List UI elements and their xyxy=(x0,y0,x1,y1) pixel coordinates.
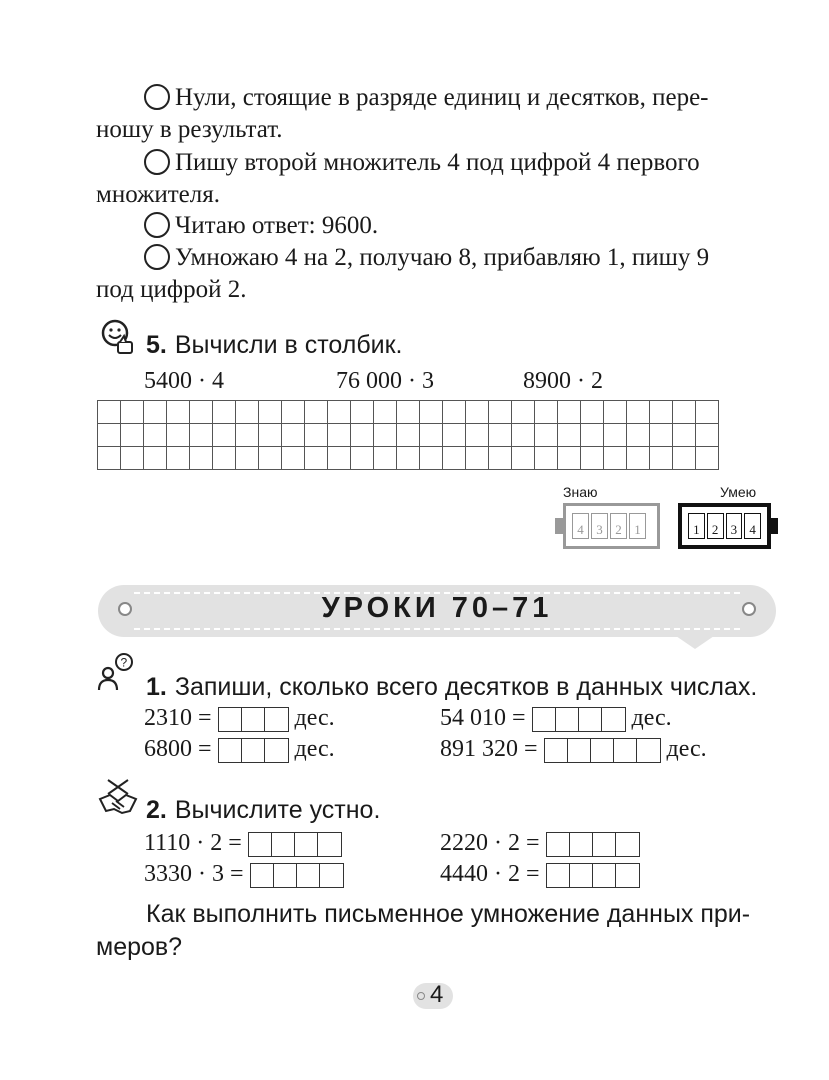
page-number: 4 xyxy=(430,981,444,1008)
grid-cell[interactable] xyxy=(121,424,144,447)
grid-cell[interactable] xyxy=(397,401,420,424)
grid-cell[interactable] xyxy=(604,401,627,424)
grid-cell[interactable] xyxy=(650,401,673,424)
task-1-row: 54 010 = дес. xyxy=(440,705,672,731)
grid-cell[interactable] xyxy=(374,401,397,424)
grid-cell[interactable] xyxy=(305,401,328,424)
know-battery-cap xyxy=(555,518,563,534)
grid-cell[interactable] xyxy=(512,401,535,424)
grid-cell[interactable] xyxy=(167,401,190,424)
task-2-row: 4440 · 2 = xyxy=(440,861,640,888)
grid-cell[interactable] xyxy=(673,401,696,424)
grid-cell[interactable] xyxy=(190,424,213,447)
battery-segment: 2 xyxy=(707,513,724,539)
answer-cells[interactable] xyxy=(532,707,626,732)
task-1-row: 2310 = дес. xyxy=(144,705,335,731)
grid-cell[interactable] xyxy=(650,447,673,470)
smile-thumbs-icon xyxy=(98,318,138,358)
can-label: Умею xyxy=(720,484,757,500)
grid-cell[interactable] xyxy=(328,424,351,447)
task-2-row: 2220 · 2 = xyxy=(440,830,640,857)
grid-cell[interactable] xyxy=(282,447,305,470)
step-1: Нули, стоящие в разряде единиц и десятков, пере- ношу в результат. xyxy=(96,84,709,143)
grid-cell[interactable] xyxy=(696,401,719,424)
grid-cell[interactable] xyxy=(305,424,328,447)
grid-cell[interactable] xyxy=(420,424,443,447)
know-battery[interactable] xyxy=(563,503,660,549)
battery-segment: 4 xyxy=(572,513,589,539)
task-1-title: 1. Запиши, сколько всего десятков в данных числах. xyxy=(146,673,758,701)
grid-cell[interactable] xyxy=(558,447,581,470)
grid-cell[interactable] xyxy=(581,447,604,470)
task-2-row: 3330 · 3 = xyxy=(144,861,344,888)
grid-cell[interactable] xyxy=(489,401,512,424)
grid-cell[interactable] xyxy=(121,447,144,470)
task-5-expr-1: 5400 · 4 xyxy=(144,368,224,394)
task-1-row: 891 320 = дес. xyxy=(440,736,707,762)
grid-cell[interactable] xyxy=(627,401,650,424)
grid-cell[interactable] xyxy=(282,424,305,447)
grid-cell[interactable] xyxy=(558,401,581,424)
know-label: Знаю xyxy=(563,484,598,500)
battery-segment: 1 xyxy=(629,513,646,539)
lesson-header-tab xyxy=(676,636,714,649)
answer-cells[interactable] xyxy=(546,863,640,888)
grid-cell[interactable] xyxy=(581,401,604,424)
battery-segment: 1 xyxy=(688,513,705,539)
step-4: Умножаю 4 на 2, получаю 8, прибавляю 1, пишу 9 под цифрой 2. xyxy=(96,244,710,303)
task-5-expr-3: 8900 · 2 xyxy=(523,368,603,394)
battery-segment: 2 xyxy=(610,513,627,539)
grid-cell[interactable] xyxy=(236,424,259,447)
grid-cell[interactable] xyxy=(397,424,420,447)
battery-segment: 4 xyxy=(744,513,761,539)
grid-cell[interactable] xyxy=(351,401,374,424)
grid-cell[interactable] xyxy=(328,401,351,424)
grid-cell[interactable] xyxy=(650,424,673,447)
grid-cell[interactable] xyxy=(673,447,696,470)
grid-cell[interactable] xyxy=(443,401,466,424)
task-2-question: Как выполнить письменное умножение данных при- меров? xyxy=(96,900,751,961)
grid-cell[interactable] xyxy=(535,424,558,447)
can-battery-cap xyxy=(771,518,778,534)
task-2-title: 2. Вычислите устно. xyxy=(146,796,381,824)
can-battery[interactable] xyxy=(678,503,771,549)
task-5-expr-2: 76 000 · 3 xyxy=(336,368,434,394)
grid-cell[interactable] xyxy=(420,447,443,470)
grid-cell[interactable] xyxy=(259,447,282,470)
grid-cell[interactable] xyxy=(466,447,489,470)
order-circle[interactable] xyxy=(144,149,170,175)
grid-cell[interactable] xyxy=(190,447,213,470)
order-circle[interactable] xyxy=(144,212,170,238)
grid-cell[interactable] xyxy=(604,447,627,470)
grid-cell[interactable] xyxy=(236,447,259,470)
grid-cell[interactable] xyxy=(144,401,167,424)
grid-cell[interactable] xyxy=(627,424,650,447)
grid-cell[interactable] xyxy=(236,401,259,424)
grid-cell[interactable] xyxy=(696,424,719,447)
grid-cell[interactable] xyxy=(374,447,397,470)
grid-cell[interactable] xyxy=(351,424,374,447)
grid-cell[interactable] xyxy=(443,424,466,447)
grid-cell[interactable] xyxy=(604,424,627,447)
grid-cell[interactable] xyxy=(213,447,236,470)
order-circle[interactable] xyxy=(144,244,170,270)
answer-cells[interactable] xyxy=(218,707,289,732)
grid-cell[interactable] xyxy=(466,401,489,424)
grid-cell[interactable] xyxy=(443,447,466,470)
battery-segment: 3 xyxy=(726,513,743,539)
answer-grid[interactable] xyxy=(97,400,719,470)
grid-cell[interactable] xyxy=(282,401,305,424)
grid-cell[interactable] xyxy=(374,424,397,447)
grid-cell[interactable] xyxy=(144,424,167,447)
grid-cell[interactable] xyxy=(351,447,374,470)
grid-cell[interactable] xyxy=(512,447,535,470)
battery-segment: 3 xyxy=(591,513,608,539)
grid-cell[interactable] xyxy=(535,401,558,424)
svg-text:?: ? xyxy=(120,655,128,670)
task-5-title: 5. Вычисли в столбик. xyxy=(146,331,403,359)
answer-cells[interactable] xyxy=(546,832,640,857)
step-2: Пишу второй множитель 4 под цифрой 4 первого множителя. xyxy=(96,149,700,208)
grid-cell[interactable] xyxy=(558,424,581,447)
handshake-icon xyxy=(98,777,138,817)
task-1-row: 6800 = дес. xyxy=(144,736,335,762)
grid-cell[interactable] xyxy=(397,447,420,470)
person-question-icon xyxy=(96,652,136,692)
grid-cell[interactable] xyxy=(121,401,144,424)
grid-cell[interactable] xyxy=(98,447,121,470)
grid-cell[interactable] xyxy=(673,424,696,447)
grid-cell[interactable] xyxy=(259,424,282,447)
grid-cell[interactable] xyxy=(512,424,535,447)
grid-cell[interactable] xyxy=(420,401,443,424)
answer-cells[interactable] xyxy=(250,863,344,888)
grid-cell[interactable] xyxy=(581,424,604,447)
order-circle[interactable] xyxy=(144,84,170,110)
answer-cells[interactable] xyxy=(248,832,342,857)
grid-cell[interactable] xyxy=(190,401,213,424)
grid-cell[interactable] xyxy=(489,424,512,447)
grid-cell[interactable] xyxy=(167,424,190,447)
grid-cell[interactable] xyxy=(213,401,236,424)
task-2-row: 1110 · 2 = xyxy=(144,830,342,857)
grid-cell[interactable] xyxy=(213,424,236,447)
grid-cell[interactable] xyxy=(259,401,282,424)
grid-cell[interactable] xyxy=(98,401,121,424)
grid-cell[interactable] xyxy=(489,447,512,470)
grid-cell[interactable] xyxy=(535,447,558,470)
answer-cells[interactable] xyxy=(218,738,289,763)
lesson-title: УРОКИ 70–71 xyxy=(321,592,553,624)
answer-cells[interactable] xyxy=(544,738,661,763)
grid-cell[interactable] xyxy=(98,424,121,447)
grid-cell[interactable] xyxy=(328,447,351,470)
grid-cell[interactable] xyxy=(305,447,328,470)
grid-cell[interactable] xyxy=(627,447,650,470)
grid-cell[interactable] xyxy=(466,424,489,447)
grid-cell[interactable] xyxy=(144,447,167,470)
grid-cell[interactable] xyxy=(696,447,719,470)
grid-cell[interactable] xyxy=(167,447,190,470)
step-3: Читаю ответ: 9600. xyxy=(96,210,378,242)
